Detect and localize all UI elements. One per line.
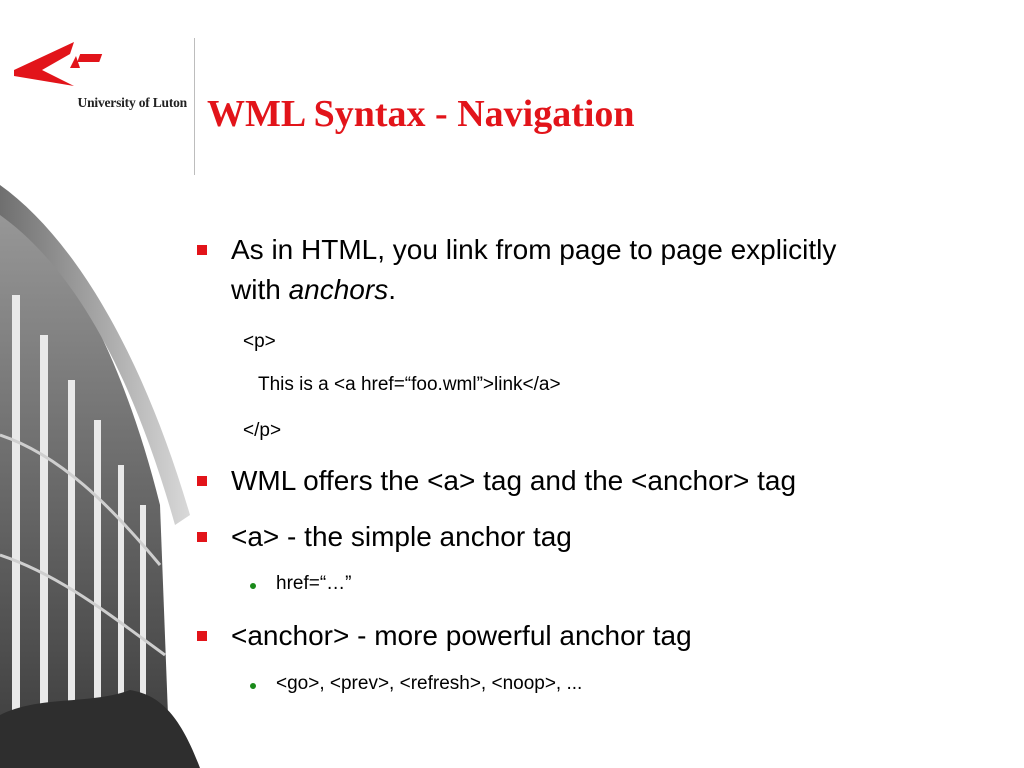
bullet-square-icon <box>197 245 207 255</box>
header-divider <box>194 38 195 178</box>
bullet-1-suffix: . <box>388 274 396 305</box>
code-line-open: <p> <box>243 331 276 352</box>
bullet-1-line-2 <box>231 270 396 310</box>
bullet-square-icon <box>197 631 207 641</box>
building-photo <box>0 175 240 768</box>
bullet-square-icon <box>197 476 207 486</box>
code-line-close: </p> <box>243 420 282 441</box>
sub-bullet-dot-icon <box>250 683 256 689</box>
bullet-4: <anchor> - more powerful anchor tag <box>231 620 692 651</box>
bullet-3-sub-1: href=“…” <box>276 573 352 594</box>
institution-name: University of Luton <box>77 95 187 110</box>
bullet-1-emphasis: anchors <box>288 274 389 305</box>
sub-bullet-dot-icon <box>250 583 256 589</box>
code-line-body: This is a <a href=“foo.wml”>link</a> <box>258 374 561 395</box>
bullet-square-icon <box>197 532 207 542</box>
bullet-4-sub-1: <go>, <prev>, <refresh>, <noop>, ... <box>276 673 583 694</box>
bullet-1-line-1: As in HTML, you link from page to page explicitly <box>231 234 837 265</box>
bullet-2: WML offers the <a> tag and the <anchor> tag <box>231 465 797 496</box>
university-logo-icon <box>12 38 122 90</box>
bullet-1-prefix: with <box>231 274 289 305</box>
bullet-3: <a> - the simple anchor tag <box>231 521 572 552</box>
slide-title: WML Syntax - Navigation <box>207 93 635 135</box>
